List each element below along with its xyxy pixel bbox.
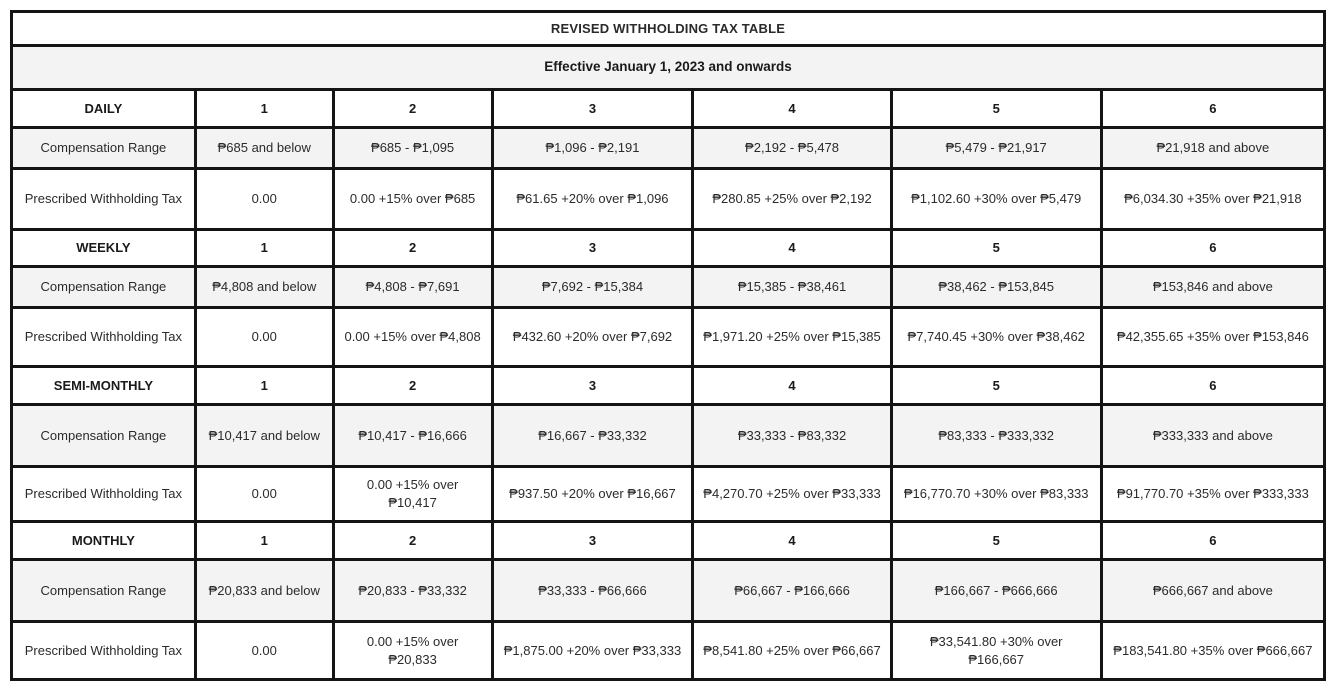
column-number: 6: [1101, 230, 1324, 267]
column-number: 3: [492, 367, 693, 405]
compensation-value: ₱21,918 and above: [1101, 128, 1324, 169]
column-number: 3: [492, 522, 693, 560]
tax-value: ₱7,740.45 +30% over ₱38,462: [891, 308, 1101, 367]
compensation-value: ₱153,846 and above: [1101, 267, 1324, 308]
row-label: Compensation Range: [12, 267, 196, 308]
column-number: 5: [891, 230, 1101, 267]
compensation-value: ₱685 and below: [195, 128, 333, 169]
tax-value: 0.00: [195, 169, 333, 230]
compensation-value: ₱2,192 - ₱5,478: [693, 128, 891, 169]
compensation-value: ₱1,096 - ₱2,191: [492, 128, 693, 169]
tax-value: ₱280.85 +25% over ₱2,192: [693, 169, 891, 230]
column-number: 4: [693, 367, 891, 405]
period-label: WEEKLY: [12, 230, 196, 267]
column-number: 3: [492, 90, 693, 128]
tax-value: ₱16,770.70 +30% over ₱83,333: [891, 467, 1101, 522]
period-label: MONTHLY: [12, 522, 196, 560]
compensation-value: ₱20,833 and below: [195, 560, 333, 622]
section-header-monthly: [12, 522, 1325, 560]
compensation-value: ₱38,462 - ₱153,845: [891, 267, 1101, 308]
tax-value: 0.00: [195, 622, 333, 680]
tax-value: ₱42,355.65 +35% over ₱153,846: [1101, 308, 1324, 367]
row-label: Compensation Range: [12, 128, 196, 169]
section-header-semi-monthly: [12, 367, 1325, 405]
row-label: Compensation Range: [12, 560, 196, 622]
column-number: 4: [693, 230, 891, 267]
tax-value: ₱1,875.00 +20% over ₱33,333: [492, 622, 693, 680]
tax-value: ₱91,770.70 +35% over ₱333,333: [1101, 467, 1324, 522]
row-label: Prescribed Withholding Tax: [12, 622, 196, 680]
column-number: 3: [492, 230, 693, 267]
section-header-weekly: [12, 230, 1325, 267]
monthly-compensation-row: [12, 560, 1325, 622]
compensation-value: ₱66,667 - ₱166,666: [693, 560, 891, 622]
tax-value: 0.00 +15% over ₱685: [333, 169, 492, 230]
compensation-value: ₱333,333 and above: [1101, 405, 1324, 467]
period-label: DAILY: [12, 90, 196, 128]
column-number: 2: [333, 367, 492, 405]
daily-compensation-row: [12, 128, 1325, 169]
semi-monthly-compensation-row: [12, 405, 1325, 467]
tax-value: ₱937.50 +20% over ₱16,667: [492, 467, 693, 522]
column-number: 5: [891, 522, 1101, 560]
tax-value: 0.00 +15% over ₱20,833: [333, 622, 492, 680]
tax-value: ₱6,034.30 +35% over ₱21,918: [1101, 169, 1324, 230]
column-number: 4: [693, 90, 891, 128]
tax-value: ₱8,541.80 +25% over ₱66,667: [693, 622, 891, 680]
compensation-value: ₱83,333 - ₱333,332: [891, 405, 1101, 467]
compensation-value: ₱4,808 and below: [195, 267, 333, 308]
tax-value: 0.00: [195, 467, 333, 522]
column-number: 6: [1101, 90, 1324, 128]
tax-value: 0.00: [195, 308, 333, 367]
monthly-tax-row: [12, 622, 1325, 680]
column-number: 1: [195, 230, 333, 267]
compensation-value: ₱10,417 - ₱16,666: [333, 405, 492, 467]
semi-monthly-tax-row: [12, 467, 1325, 522]
compensation-value: ₱685 - ₱1,095: [333, 128, 492, 169]
column-number: 1: [195, 367, 333, 405]
weekly-compensation-row: [12, 267, 1325, 308]
compensation-value: ₱33,333 - ₱83,332: [693, 405, 891, 467]
column-number: 5: [891, 90, 1101, 128]
compensation-value: ₱5,479 - ₱21,917: [891, 128, 1101, 169]
weekly-tax-row: [12, 308, 1325, 367]
withholding-tax-table: [10, 10, 1326, 681]
period-label: SEMI-MONTHLY: [12, 367, 196, 405]
tax-value: ₱4,270.70 +25% over ₱33,333: [693, 467, 891, 522]
tax-value: ₱61.65 +20% over ₱1,096: [492, 169, 693, 230]
compensation-value: ₱20,833 - ₱33,332: [333, 560, 492, 622]
column-number: 2: [333, 230, 492, 267]
compensation-value: ₱4,808 - ₱7,691: [333, 267, 492, 308]
tax-value: ₱1,971.20 +25% over ₱15,385: [693, 308, 891, 367]
compensation-value: ₱15,385 - ₱38,461: [693, 267, 891, 308]
column-number: 2: [333, 522, 492, 560]
compensation-value: ₱7,692 - ₱15,384: [492, 267, 693, 308]
compensation-value: ₱16,667 - ₱33,332: [492, 405, 693, 467]
tax-value: ₱432.60 +20% over ₱7,692: [492, 308, 693, 367]
tax-value: 0.00 +15% over ₱10,417: [333, 467, 492, 522]
column-number: 6: [1101, 367, 1324, 405]
column-number: 4: [693, 522, 891, 560]
row-label: Compensation Range: [12, 405, 196, 467]
tax-value: ₱33,541.80 +30% over ₱166,667: [891, 622, 1101, 680]
tax-value: 0.00 +15% over ₱4,808: [333, 308, 492, 367]
column-number: 2: [333, 90, 492, 128]
column-number: 5: [891, 367, 1101, 405]
row-label: Prescribed Withholding Tax: [12, 467, 196, 522]
row-label: Prescribed Withholding Tax: [12, 308, 196, 367]
compensation-value: ₱166,667 - ₱666,666: [891, 560, 1101, 622]
tax-value: ₱183,541.80 +35% over ₱666,667: [1101, 622, 1324, 680]
table-title: REVISED WITHHOLDING TAX TABLE: [12, 12, 1325, 46]
effective-date: Effective January 1, 2023 and onwards: [12, 46, 1325, 90]
cut-off-caption: [10, 681, 1326, 687]
compensation-value: ₱33,333 - ₱66,666: [492, 560, 693, 622]
column-number: 1: [195, 90, 333, 128]
compensation-value: ₱10,417 and below: [195, 405, 333, 467]
row-label: Prescribed Withholding Tax: [12, 169, 196, 230]
tax-value: ₱1,102.60 +30% over ₱5,479: [891, 169, 1101, 230]
compensation-value: ₱666,667 and above: [1101, 560, 1324, 622]
column-number: 6: [1101, 522, 1324, 560]
column-number: 1: [195, 522, 333, 560]
section-header-daily: [12, 90, 1325, 128]
daily-tax-row: [12, 169, 1325, 230]
